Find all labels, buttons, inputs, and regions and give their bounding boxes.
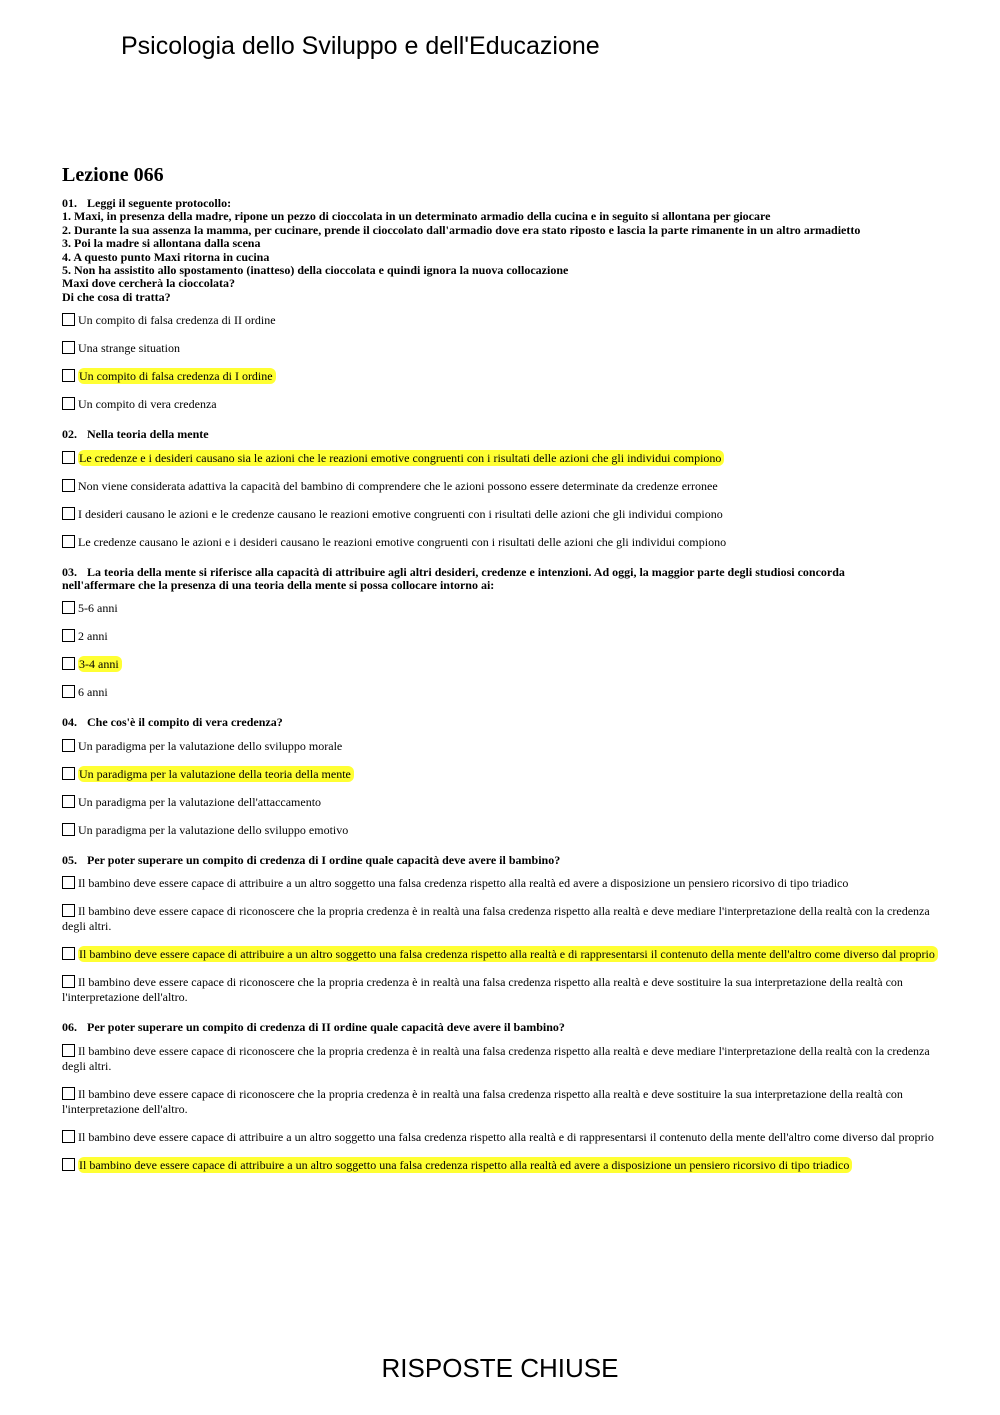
answer-checkbox[interactable] <box>62 1087 75 1100</box>
questions-list <box>62 197 942 1189</box>
answer-label-highlighted: 3-4 anni <box>78 656 122 672</box>
question-line <box>62 251 942 264</box>
question-line-text: Maxi dove cercherà la cioccolata? <box>62 276 236 291</box>
answer-option[interactable] <box>62 341 942 356</box>
document-header: Psicologia dello Sviluppo e dell'Educazione <box>121 32 600 60</box>
question-line-text: Per poter superare un compito di credenza di II ordine quale capacità deve avere il bambino? <box>87 1020 565 1035</box>
question-text <box>62 197 942 304</box>
answer-checkbox[interactable] <box>62 341 75 354</box>
question-number: 05. <box>62 852 77 867</box>
answer-option[interactable] <box>62 823 942 838</box>
answer-option[interactable] <box>62 1130 942 1145</box>
answer-label: 2 anni <box>78 629 108 644</box>
answer-option[interactable] <box>62 657 942 672</box>
answer-checkbox[interactable] <box>62 479 75 492</box>
question-4 <box>62 716 942 837</box>
answer-checkbox[interactable] <box>62 739 75 752</box>
question-line-text: Che cos'è il compito di vera credenza? <box>87 715 283 730</box>
document-footer: RISPOSTE CHIUSE <box>381 1353 619 1383</box>
answer-checkbox[interactable] <box>62 313 75 326</box>
question-number: 03. <box>62 564 77 579</box>
answer-checkbox[interactable] <box>62 601 75 614</box>
answer-option[interactable] <box>62 629 942 644</box>
answer-checkbox[interactable] <box>62 1158 75 1171</box>
answer-label: Il bambino deve essere capace di attribuire a un altro soggetto una falsa credenza rispetto alla realtà e di rappresentarsi il contenuto della mente dell'altro come diverso dal proprio <box>78 1129 934 1144</box>
question-line <box>62 237 942 250</box>
answer-checkbox[interactable] <box>62 507 75 520</box>
answer-option[interactable] <box>62 507 942 522</box>
answer-checkbox[interactable] <box>62 685 75 698</box>
question-text <box>62 428 942 441</box>
question-line <box>62 1021 942 1034</box>
answer-checkbox[interactable] <box>62 629 75 642</box>
answer-checkbox[interactable] <box>62 1130 75 1143</box>
answer-label: Il bambino deve essere capace di riconoscere che la propria credenza è in realtà una falsa credenza rispetto alla realtà e deve sostituire la sua interpretazione della realtà con l'interpretazione dell'altro. <box>62 1086 903 1116</box>
answer-option[interactable] <box>62 904 942 934</box>
answer-checkbox[interactable] <box>62 1044 75 1057</box>
answer-label-highlighted: Il bambino deve essere capace di attribuire a un altro soggetto una falsa credenza rispetto alla realtà ed avere a disposizione un pensiero ricorsivo di tipo triadico <box>78 1157 852 1173</box>
question-line-text: 3. Poi la madre si allontana dalla scena <box>62 236 261 251</box>
question-line-text: 5. Non ha assistito allo spostamento (inatteso) della cioccolata e quindi ignora la nuova collocazione <box>62 263 569 278</box>
answer-checkbox[interactable] <box>62 904 75 917</box>
question-text <box>62 716 942 729</box>
question-line-text: 4. A questo punto Maxi ritorna in cucina <box>62 249 270 264</box>
question-number: 01. <box>62 196 77 210</box>
answer-option[interactable] <box>62 535 942 550</box>
question-text <box>62 566 942 593</box>
answer-label: Il bambino deve essere capace di riconoscere che la propria credenza è in realtà una falsa credenza rispetto alla realtà e deve sostituire la sua interpretazione della realtà con l'interpretazione dell'altro. <box>62 975 903 1005</box>
answer-label: Un paradigma per la valutazione dello sviluppo morale <box>78 738 343 753</box>
question-line-text: 1. Maxi, in presenza della madre, ripone un pezzo di cioccolata in un determinato armadio della cucina e in seguito si allontana per giocare <box>62 209 771 224</box>
answer-option[interactable] <box>62 739 942 754</box>
answer-label-highlighted: Un compito di falsa credenza di I ordine <box>78 368 276 384</box>
question-line <box>62 579 942 592</box>
question-line <box>62 716 942 729</box>
answer-label: Le credenze causano le azioni e i desideri causano le reazioni emotive congruenti con i risultati delle azioni che gli individui compiono <box>78 534 727 549</box>
question-line-text: Di che cosa di tratta? <box>62 289 171 304</box>
question-line-text: Leggi il seguente protocollo: <box>87 196 232 210</box>
answer-label: Il bambino deve essere capace di riconoscere che la propria credenza è in realtà una falsa credenza rispetto alla realtà e deve mediare l'interpretazione della realtà con la credenza degli altri. <box>62 1043 930 1073</box>
question-text <box>62 1021 942 1034</box>
question-line <box>62 566 942 579</box>
question-line <box>62 291 942 304</box>
answer-checkbox[interactable] <box>62 795 75 808</box>
answer-option[interactable] <box>62 397 942 412</box>
question-1 <box>62 197 942 412</box>
answer-option[interactable] <box>62 1087 942 1117</box>
answer-checkbox[interactable] <box>62 876 75 889</box>
question-line-text: 2. Durante la sua assenza la mamma, per cucinare, prende il cioccolato dall'armadio dove era stato riposto e lascia la parte rimanente in un altro armadietto <box>62 222 861 237</box>
answer-label: Un compito di falsa credenza di II ordine <box>78 313 276 328</box>
answer-checkbox[interactable] <box>62 947 75 960</box>
answer-option[interactable] <box>62 601 942 616</box>
question-line <box>62 277 942 290</box>
answer-option[interactable] <box>62 313 942 328</box>
answer-option[interactable] <box>62 947 942 962</box>
question-number: 06. <box>62 1020 77 1035</box>
answer-option[interactable] <box>62 876 942 891</box>
question-line <box>62 197 942 210</box>
answer-label: Non viene considerata adattiva la capacità del bambino di comprendere che le azioni possono essere determinate da credenze erronee <box>78 478 718 493</box>
question-line-text: Nella teoria della mente <box>87 427 209 442</box>
answer-label: Una strange situation <box>78 341 180 356</box>
question-line <box>62 224 942 237</box>
question-3 <box>62 566 942 701</box>
answer-checkbox[interactable] <box>62 369 75 382</box>
answer-option[interactable] <box>62 369 942 384</box>
answer-label-highlighted: Un paradigma per la valutazione della teoria della mente <box>78 766 354 782</box>
answer-label-highlighted: Le credenze e i desideri causano sia le azioni che le reazioni emotive congruenti con i risultati delle azioni che gli individui compiono <box>78 450 724 466</box>
answer-checkbox[interactable] <box>62 823 75 836</box>
answer-checkbox[interactable] <box>62 657 75 670</box>
answer-checkbox[interactable] <box>62 535 75 548</box>
question-2 <box>62 428 942 549</box>
answer-option[interactable] <box>62 767 942 782</box>
answer-label: 6 anni <box>78 685 108 700</box>
question-line-text: Per poter superare un compito di credenza di I ordine quale capacità deve avere il bambino? <box>87 852 561 867</box>
answer-checkbox[interactable] <box>62 975 75 988</box>
answer-label: Il bambino deve essere capace di attribuire a un altro soggetto una falsa credenza rispetto alla realtà ed avere a disposizione un pensiero ricorsivo di tipo triadico <box>78 876 849 891</box>
answer-label: 5-6 anni <box>78 601 118 616</box>
answer-option[interactable] <box>62 1158 942 1173</box>
question-line-text: La teoria della mente si riferisce alla capacità di attribuire agli altri desideri, credenze e intenzioni. Ad oggi, la maggior parte degli studiosi concorda <box>87 564 845 579</box>
answer-checkbox[interactable] <box>62 451 75 464</box>
answer-label: Un paradigma per la valutazione dell'attaccamento <box>78 794 322 809</box>
question-number: 02. <box>62 427 77 442</box>
question-line <box>62 210 942 223</box>
question-number: 04. <box>62 715 77 730</box>
answer-option[interactable] <box>62 451 942 466</box>
answer-checkbox[interactable] <box>62 767 75 780</box>
answer-label: Un paradigma per la valutazione dello sviluppo emotivo <box>78 822 349 837</box>
lesson-title: Lezione 066 <box>62 164 164 186</box>
question-line-text: nell'affermare che la presenza di una teoria della mente si possa collocare intorno ai: <box>62 578 495 593</box>
answer-option[interactable] <box>62 795 942 810</box>
answer-label: Un compito di vera credenza <box>78 397 217 412</box>
answer-label: Il bambino deve essere capace di riconoscere che la propria credenza è in realtà una falsa credenza rispetto alla realtà e deve mediare l'interpretazione della realtà con la credenza degli altri. <box>62 904 930 934</box>
answer-option[interactable] <box>62 685 942 700</box>
answer-checkbox[interactable] <box>62 397 75 410</box>
question-5 <box>62 854 942 1005</box>
question-line <box>62 854 942 867</box>
question-line <box>62 428 942 441</box>
answer-option[interactable] <box>62 1044 942 1074</box>
question-text <box>62 854 942 867</box>
question-6 <box>62 1021 942 1172</box>
answer-label-highlighted: Il bambino deve essere capace di attribuire a un altro soggetto una falsa credenza rispetto alla realtà e di rappresentarsi il contenuto della mente dell'altro come diverso dal proprio <box>78 946 938 962</box>
question-line <box>62 264 942 277</box>
answer-option[interactable] <box>62 479 942 494</box>
answer-label: I desideri causano le azioni e le credenze causano le reazioni emotive congruenti con i risultati delle azioni che gli individui compiono <box>78 506 723 521</box>
answer-option[interactable] <box>62 975 942 1005</box>
